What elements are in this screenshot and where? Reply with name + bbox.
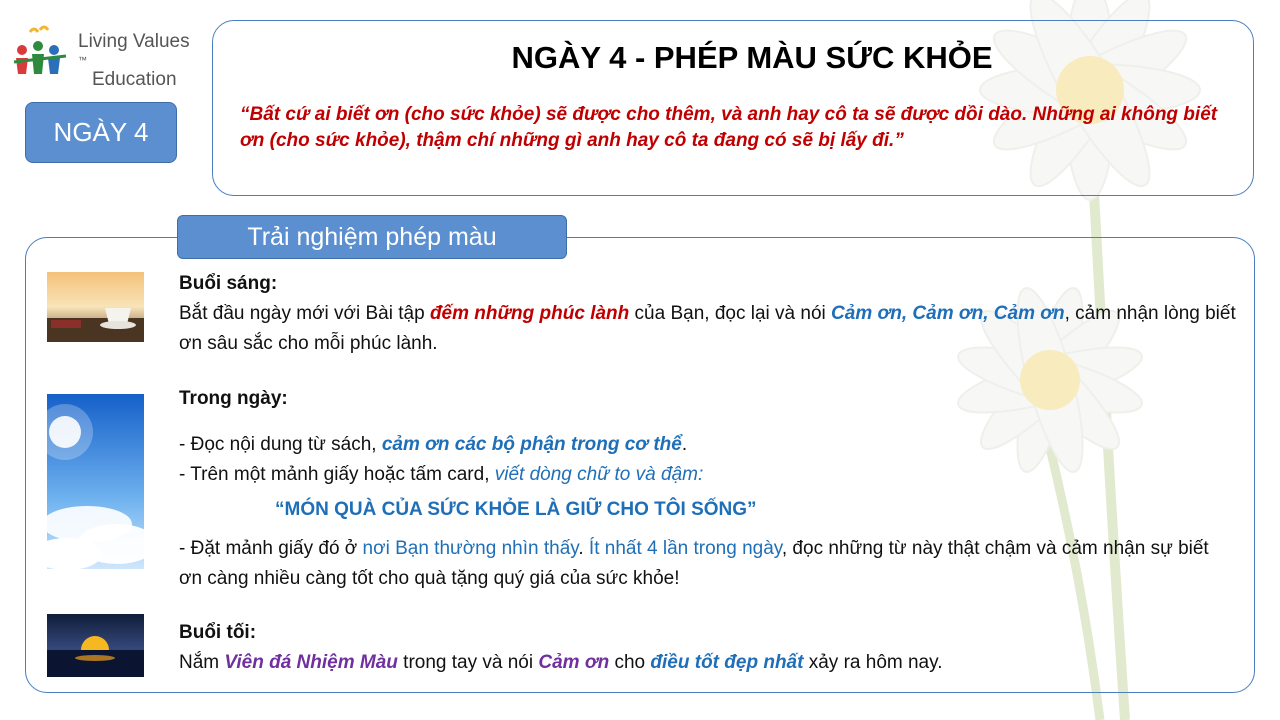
logo-line1: Living Values [78,31,190,52]
day-line-2-c: : [697,464,704,485]
sunset-image [47,614,144,677]
morning-text-2: của Bạn, đọc lại và nói [629,303,832,324]
day-center-quote: “MÓN QUÀ CỦA SỨC KHỎE LÀ GIỮ CHO TÔI SỐNG” [275,499,757,520]
day-line-2-highlight: viết dòng chữ to và đậm [494,464,698,485]
evening-heading: Buổi tối: [179,622,257,643]
logo-figures-icon [10,22,80,86]
day-badge: NGÀY 4 [25,102,177,163]
morning-coffee-image [47,272,144,342]
evening-text-1: Nắm [179,652,225,673]
day-line-3-frequency: Ít nhất 4 lần trong ngày [588,538,782,559]
day-line-1 [179,430,1239,460]
day-line-3-c: . [578,538,589,559]
evening-text-3: cho [609,652,651,673]
day-line-2-a: - Trên một mảnh giấy hoặc tấm card, [179,464,495,485]
morning-section [179,269,1239,359]
morning-heading: Buổi sáng: [179,273,278,294]
morning-text-3: , cảm nhận lòng biết ơn sâu sắc cho mỗi phúc lành. [179,303,1236,354]
day-line-1-highlight: cảm ơn các bộ phận trong cơ thể [381,434,682,455]
evening-highlight-best: điều tốt đẹp nhất [650,652,804,673]
day-line-3-a: - Đặt mảnh giấy đó ở [179,538,363,559]
evening-text [179,648,1239,678]
logo-text [78,32,190,89]
evening-section [179,618,1239,678]
day-line-3-place: nơi Bạn thường nhìn thấy [362,538,579,559]
day-line-2 [179,460,1239,490]
logo-line2: Education [92,69,177,90]
page-title: NGÀY 4 - PHÉP MÀU SỨC KHỎE [511,40,993,75]
evening-text-2: trong tay và nói [397,652,539,673]
evening-highlight-thanks: Cảm ơn [538,652,610,673]
morning-text-1: Bắt đầu ngày mới với Bài tập [179,303,430,324]
day-line-3-e: , đọc những từ này thật chậm và cảm nhận sự biết ơn càng nhiều càng tốt cho quà tặng quý giá của sức khỏe! [179,538,1209,589]
evening-highlight-stone: Viên đá Nhiệm Màu [224,652,398,673]
morning-highlight-blessings: đếm những phúc lành [429,303,630,324]
evening-text-4: xảy ra hôm nay. [803,652,943,673]
day-section [179,384,1239,414]
day-line-1-c: . [681,434,688,455]
day-lines [179,430,1239,490]
logo-trademark: ™ [78,55,87,65]
day-line-1-a: - Đọc nội dung từ sách, [179,434,382,455]
morning-highlight-thanks: Cảm ơn, Cảm ơn, Cảm ơn [831,303,1065,324]
quote-text: “Bất cứ ai biết ơn (cho sức khỏe) sẽ được cho thêm, và anh hay cô ta sẽ được dồi dào. Những ai không biết ơn (cho sức khỏe), thậm chí những gì anh hay cô ta đang có sẽ bị lấy đi.” [240,104,1218,151]
day-heading: Trong ngày: [179,388,288,409]
day-line-3 [179,534,1219,594]
morning-text [179,299,1239,359]
sky-sun-image [47,394,144,569]
section-tab: Trải nghiệm phép màu [177,215,567,259]
